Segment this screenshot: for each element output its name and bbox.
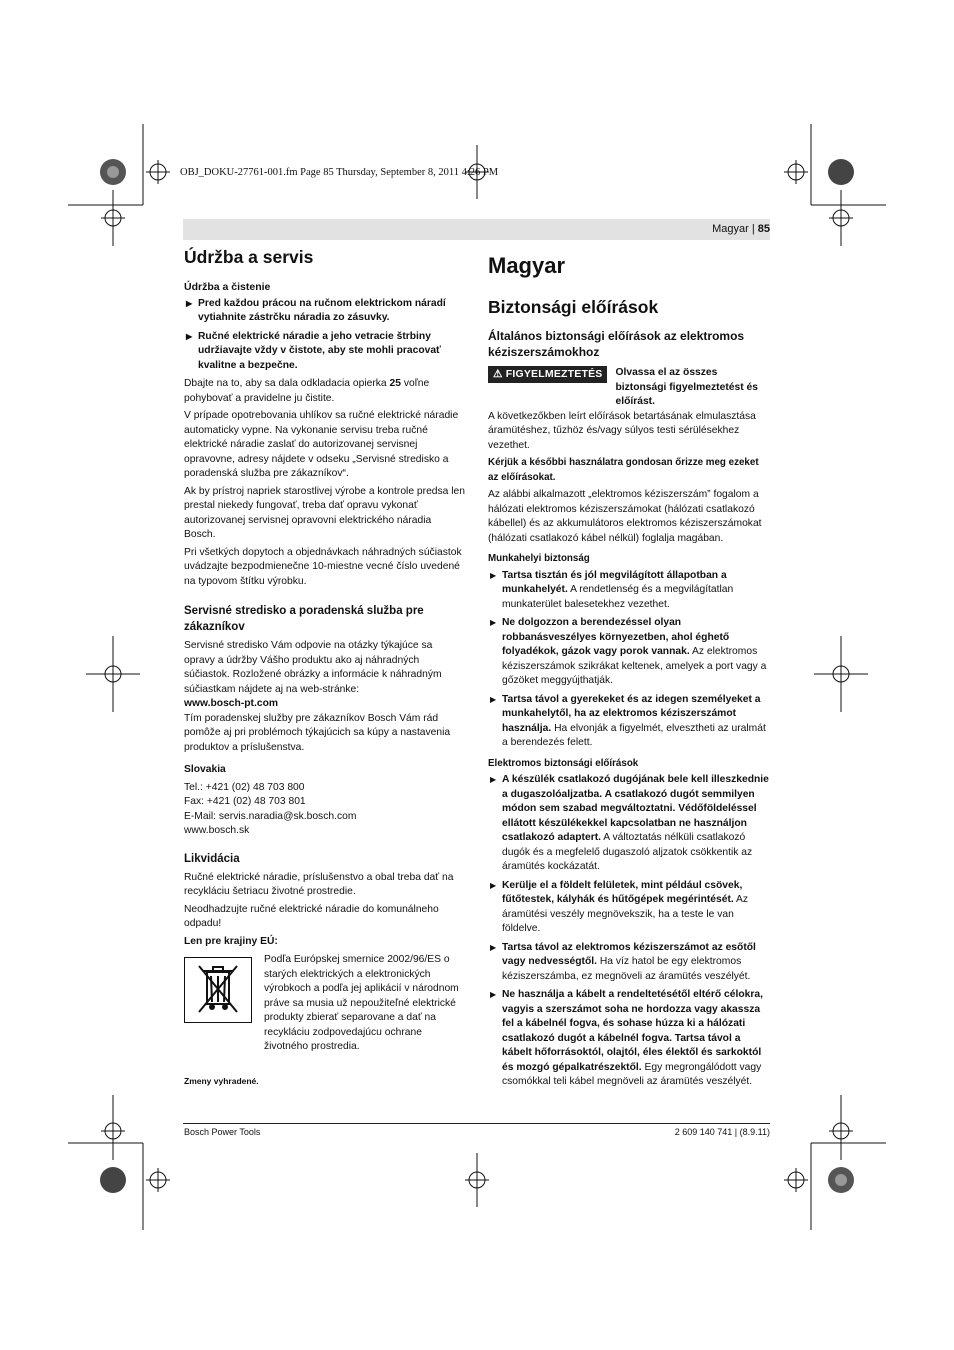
bullet-arrow-icon: ▶: [186, 298, 193, 308]
footer-rule: [183, 1123, 770, 1124]
eu-only-label: Len pre krajiny EÚ:: [184, 935, 278, 947]
section-title: Údržba a servis: [184, 247, 314, 267]
bullet-arrow-icon: ▶: [186, 331, 193, 341]
list-item: ▶ A készülék csatlakozó dugójának bele kell illeszkednie a dugaszolóaljzatba. A csatlakozó dugót semmilyen módon sem szabad megváltoztatni. Védőföldeléssel ellátott készülékekkel kapcsolatban ne használjon csatlakozó adaptert. A változtatás nélküli csatlakozó dugók és a megfelelő dugaszoló aljzatok csökkentik az áramütés kockázatát.: [490, 774, 769, 872]
section-title-safety: Biztonsági előírások: [488, 297, 659, 317]
paragraph: Pri všetkých dopytoch a objednávkach náhradných súčiastok uvádzajte bezpodmienečne 10-miestne vecné číslo uvedené na typovom štítku výrobku.: [184, 546, 462, 587]
bullet-arrow-icon: ▶: [490, 942, 497, 952]
language-title: Magyar: [488, 253, 566, 278]
bullet-arrow-icon: ▶: [490, 570, 497, 580]
page-number: 85: [757, 223, 770, 235]
list-item: ▶ Ne dolgozzon a berendezéssel olyan robbanásveszélyes környezetben, ahol éghető folyadékok, gázok vagy porok vannak. Az elektromos kéziszerszámok szikrákat keltenek, amelyek a port vagy a gőzöket meggyújthatják.: [490, 617, 767, 686]
right-column: [488, 252, 770, 1094]
warning-triangle-icon: ⚠: [493, 368, 503, 380]
warning-lead: Olvassa el az összes biztonsági figyelmeztetést és előírást.: [615, 367, 758, 407]
warning-row: [488, 366, 770, 410]
header-section: Magyar: [712, 223, 749, 235]
paragraph: Neodhadzujte ručné elektrické náradie do komunálneho odpadu!: [184, 903, 439, 929]
list-item: ▶ Kerülje el a földelt felületek, mint például csövek, fűtőtestek, kályhák és hűtőgépek megérintését. Az áramütési veszély megnövekszik, ha a teste le van földelve.: [490, 879, 749, 934]
running-header: Magyar | 85: [712, 223, 770, 235]
subheading-general: Általános biztonsági előírások az elektromos kéziszerszámokhoz: [488, 329, 745, 359]
subheading-maintenance: Údržba a čistenie: [184, 281, 271, 293]
list-item: ▶ Ne használja a kábelt a rendeltetésétől eltérő célokra, vagyis a szerszámot soha ne hordozza vagy akassza fel a kábelnél fogva, és sohase húzza ki a hálózati csatlakozó dugót a kábelnél fogva. Tartsa távol a kábelt hőforrásoktól, olajtól, éles élektől és sarkoktól és mozgó gépalkatrészektől. Egy megrongálódott vagy csomókkal teli kábel megnöveli az áramütés veszélyét.: [490, 989, 763, 1087]
print-slug: OBJ_DOKU-27761-001.fm Page 85 Thursday, September 8, 2011 4:26 PM: [180, 167, 499, 178]
left-column: [184, 246, 465, 1091]
footer-brand: Bosch Power Tools: [184, 1127, 261, 1137]
subheading-electrical: Elektromos biztonsági előírások: [488, 757, 639, 769]
email: E-Mail: servis.naradia@sk.bosch.com: [184, 810, 357, 822]
list-item: ▶ Tartsa távol az elektromos kéziszerszámot az esőtől vagy nedvességtől. Ha víz hatol be egy elektromos kéziszerszámba, ez megnöveli az áramütés veszélyét.: [490, 941, 756, 982]
bullet-arrow-icon: ▶: [490, 775, 497, 784]
bullet-arrow-icon: ▶: [490, 694, 497, 704]
bullet-arrow-icon: ▶: [490, 880, 497, 890]
subheading-work-area: Munkahelyi biztonság: [488, 553, 590, 564]
paragraph: Servisné stredisko Vám odpovie na otázky týkajúce sa opravy a údržby Vášho produktu ako aj náhradných súčiastok. Rozložené obrázky a informácie k náhradným súčiastkam nájdete aj na web-stránke:: [184, 640, 442, 695]
website-link[interactable]: www.bosch-pt.com: [184, 698, 279, 709]
weee-block: [184, 953, 465, 1058]
website: www.bosch.sk: [184, 825, 250, 836]
paragraph: A következőkben leírt előírások betartásának elmulasztása áramütéshez, tűzhöz és/vagy súlyos testi sérülésekhez vezethet.: [488, 410, 756, 451]
list-item: ▶ Tartsa tisztán és jól megvilágított állapotban a munkahelyét. A rendetlenség és a megvilágítatlan munkaterület balesetekhez vezethet.: [490, 569, 734, 610]
header-bar: [183, 219, 770, 240]
fax: Fax: +421 (02) 48 703 801: [184, 796, 306, 807]
phone: Tel.: +421 (02) 48 703 800: [184, 781, 305, 793]
list-item: ▶ Ručné elektrické náradie a jeho vetracie štrbiny udržiavajte vždy v čistote, aby ste mohli pracovať kvalitne a bezpečne.: [186, 330, 441, 371]
changes-reserved: Zmeny vyhradené.: [184, 1075, 259, 1086]
keep-instructions: Kérjük a későbbi használatra gondosan őrizze meg ezeket az előírásokat.: [488, 457, 759, 483]
list-item: ▶ Tartsa távol a gyerekeket és az idegen személyeket a munkahelytől, ha az elektromos kéziszerszámot használja. Ha elvonják a figyelmét, elvesztheti az uralmát a berendezés felett.: [490, 693, 766, 748]
paragraph: Ak by prístroj napriek starostlivej výrobe a kontrole predsa len prestal niekedy fungovať, treba dať opravu vykonať autorizovanej servisnej opravovni elektrického náradia Bosch.: [184, 485, 466, 540]
list-item: ▶ Pred každou prácou na ručnom elektrickom náradí vytiahnite zástrčku náradia zo zásuvky.: [186, 297, 446, 323]
paragraph: V prípade opotrebovania uhlíkov sa ručné elektrické náradie automaticky vypne. Na vykonanie servisu treba ručné elektrické náradie zaslať do autorizovanej servisnej opravovne, adresy nájdete v odseku „Servisné stredisko a poradenská služba pre zákazníkov“.: [184, 410, 459, 479]
warning-badge: ⚠ FIGYELMEZTETÉS: [488, 366, 607, 383]
paragraph: Az alábbi alkalmazott „elektromos kéziszerszám” fogalom a hálózati elektromos kéziszerszámokat (hálózati csatlakozó kábellel) és az akkumulátoros elektromos kéziszerszámokat (hálózati csatlakozó kábel nélkül) foglalja magában.: [488, 489, 762, 544]
bullet-arrow-icon: ▶: [490, 618, 497, 627]
weee-text: Podľa Európskej smernice 2002/96/ES o starých elektrických a elektronických výrobkoch a podľa jej aplikácií v národnom práve sa musia už nepoužiteľné elektrické produkty zbierať separovane a dať na recykláciu zodpovedajúcu ochrane životného prostredia.: [264, 954, 459, 1052]
paragraph: Ručné elektrické náradie, príslušenstvo a obal treba dať na recykláciu šetriacu životné prostredie.: [184, 871, 454, 897]
paragraph: Tím poradenskej služby pre zákazníkov Bosch Vám rád pomôže aj pri problémoch týkajúcich sa kúpy a nastavenia produktov a príslušenstva.: [184, 712, 451, 753]
subheading-disposal: Likvidácia: [184, 852, 240, 865]
footer-docnum: 2 609 140 741 | (8.9.11): [674, 1127, 770, 1137]
country-label: Slovakia: [184, 764, 226, 775]
weee-bin-icon: [184, 957, 252, 1023]
bullet-arrow-icon: ▶: [490, 990, 497, 999]
subheading-service: Servisné stredisko a poradenská služba pre zákazníkov: [184, 605, 424, 633]
paragraph: Dbajte na to, aby sa dala odkladacia opierka 25 voľne pohybovať a pravidelne ju čistite.: [184, 378, 430, 404]
